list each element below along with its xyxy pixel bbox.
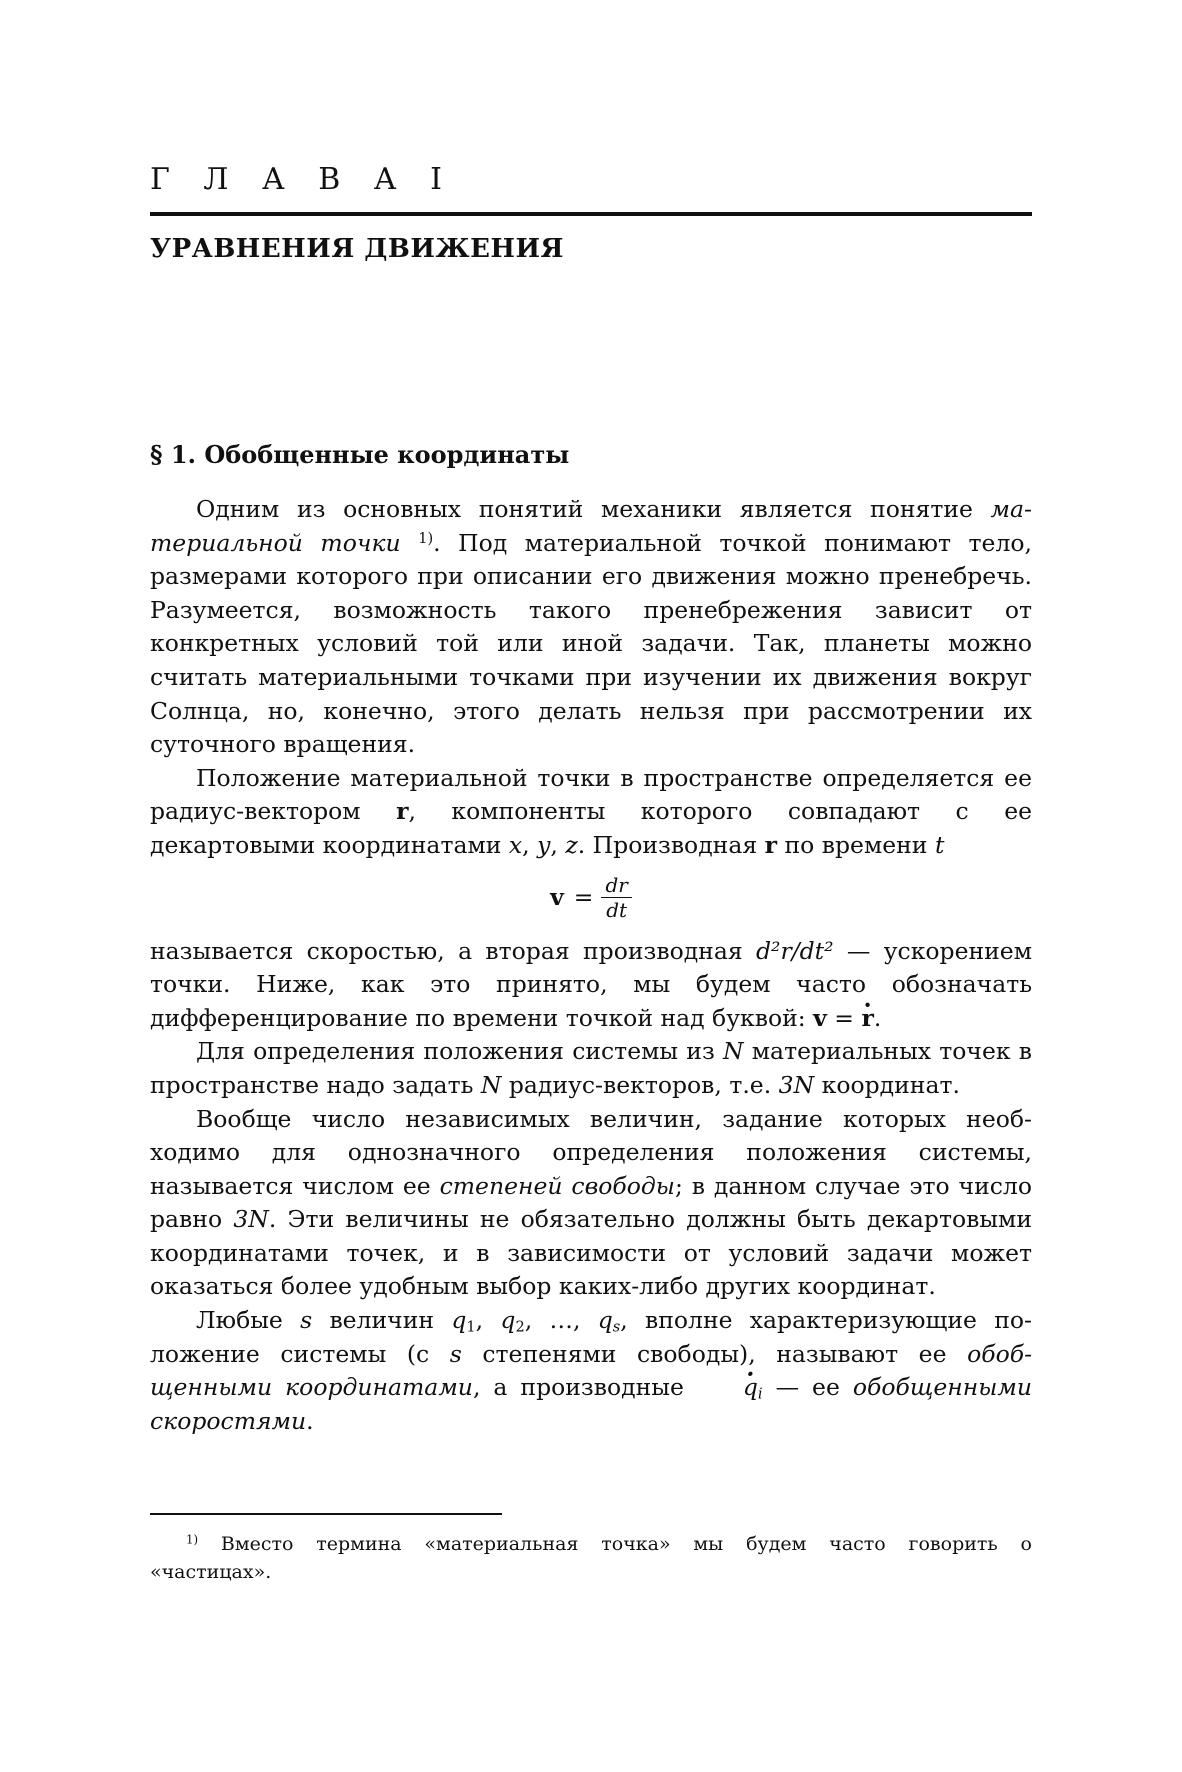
paragraph-1: Одним из основных понятий механики является понятие материальной точки $^{1)}$. Под материальной точкой понимают тело, размерами которого при описании его движения можно пренебречь. Разумеется, возможность такого пренебрежения зависит от конкретных условий той или иной задачи. Так, планеты можно считать материальными точками при изучении их движения вокруг Солнца, но, конечно, этого делать нельзя при рассмотрении их суточного вращения. <box>150 495 1032 759</box>
footnote <box>150 1530 1032 1586</box>
chapter-rule <box>150 212 1032 216</box>
term-material-point: материальной точки <box>150 495 1032 557</box>
term-degrees-of-freedom: степеней свободы <box>439 1171 675 1200</box>
footnote-text: Вместо термина «материальная точка» мы будем часто говорить о «частицах». <box>150 1533 1032 1583</box>
footnote-rule <box>150 1513 502 1515</box>
derivative-fraction: $\frac{dr}{dt}$ <box>601 873 631 922</box>
paragraph-5: Вообще число независимых величин, задание которых необходимо для однозначного определения положения системы, называется числом ее степеней свободы; в данном случае это число равно 3N. Эти величины не обязательно должны быть декартовыми координатами точек, и в зависимости от условий задачи может оказаться более удобным выбор каких-либо других координат. <box>150 1104 1032 1301</box>
section-title: § 1. Обобщенные координаты <box>150 440 570 469</box>
footnote-mark: 1) <box>186 1532 199 1547</box>
paragraph-4: Для определения положения системы из N материальных точек в пространстве надо задать N радиус-векторов, т.е. 3N координат. <box>150 1037 1032 1099</box>
term-generalized-coordinates: обобщенными координатами <box>150 1339 1033 1402</box>
paragraph-2: Положение материальной точки в пространстве определяется ее радиус-вектором r, компоненты которого совпадают с ее декартовыми координатами x, y, z. Производная r по времени t <box>150 763 1033 859</box>
chapter-title: УРАВНЕНИЯ ДВИЖЕНИЯ <box>150 234 564 264</box>
velocity-formula: v = $\frac{dr}{dt}$ <box>150 863 1032 933</box>
paragraph-3: называется скоростью, а вторая производная d²r/dt² — ускорением точки. Ниже, как это принято, мы будем часто обозначать дифференцирование по времени точкой над буквой: v = r ·. <box>150 935 1032 1036</box>
paragraph-6: Любые s величин $q_1$, $q_2$, …, $q_s$, вполне характеризующие положение системы (с s степенями свободы), называют ее обобщенными координатами, а производные $q \cdot_i$ — ее обобщенными скоростями. <box>150 1304 1032 1438</box>
section-body <box>150 493 1032 1438</box>
term-generalized-velocities: обобщенными скоростями <box>150 1373 1032 1435</box>
chapter-label: Г Л А В А I <box>150 162 454 197</box>
footnote-ref: 1) <box>418 529 434 547</box>
